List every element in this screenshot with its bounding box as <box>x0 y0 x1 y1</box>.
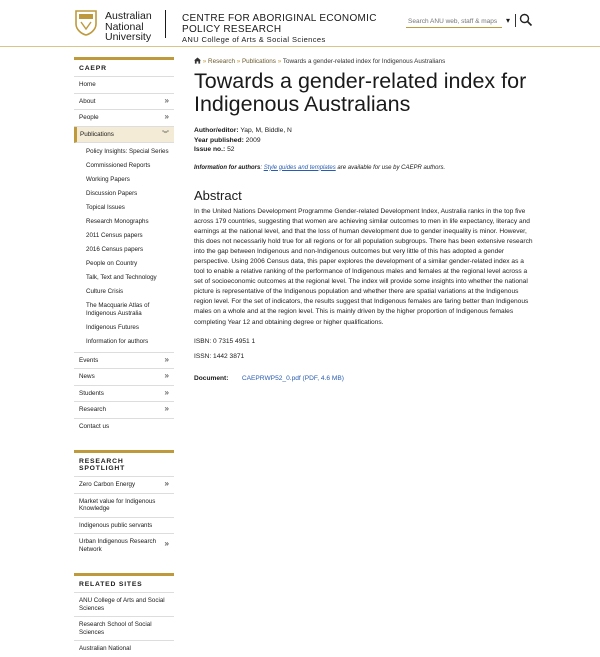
sidebar-item-students[interactable]: Students » <box>74 386 174 403</box>
submenu-item[interactable]: Talk, Text and Technology <box>86 274 157 281</box>
related-item-rsss[interactable]: Research School of Social Sciences <box>74 617 174 641</box>
publications-submenu <box>74 143 174 353</box>
chevron-double-right-icon[interactable]: » <box>164 112 169 121</box>
sidebar-heading: CAEPR <box>74 57 174 77</box>
document-row: Document: CAEPRWP52_0.pdf (PDF, 4.6 MB) <box>194 374 344 382</box>
sidebar-item-people[interactable]: People » <box>74 110 174 127</box>
issn: ISSN: 1442 3871 <box>194 352 245 360</box>
sidebar-item-publications[interactable]: Publications ︾ <box>74 127 174 144</box>
submenu-item[interactable]: People on Country <box>86 260 138 267</box>
spotlight-item-public-servants[interactable]: Indigenous public servants <box>74 518 174 535</box>
submenu-item[interactable]: Indigenous Futures <box>86 323 139 331</box>
sidebar-item-about[interactable]: About » <box>74 94 174 111</box>
submenu-item[interactable]: Policy Insights: Special Series <box>86 148 169 155</box>
document-download-link[interactable]: CAEPRWP52_0.pdf (PDF, 4.6 MB) <box>241 374 344 382</box>
authors-info-note: Information for authors: Style guides and templates are available for use by CAEPR authors. <box>194 164 446 171</box>
isbn: ISBN: 0 7315 4951 1 <box>194 337 256 345</box>
site-subtitle[interactable]: ANU College of Arts & Social Sciences <box>182 35 326 44</box>
header-divider <box>165 10 166 38</box>
submenu-item[interactable]: Commissioned Reports <box>86 162 151 169</box>
sidebar-item-home[interactable]: Home <box>74 77 174 94</box>
author-value: Yap, M, Biddle, N <box>240 127 292 134</box>
chevron-double-right-icon[interactable]: » <box>164 479 169 488</box>
page-title: Towards a gender-related index for Indigenous Australians <box>194 69 527 116</box>
related-item-college[interactable]: ANU College of Arts and Social Sciences <box>74 593 174 617</box>
site-title[interactable]: CENTRE FOR ABORIGINAL ECONOMIC POLICY RESEARCH <box>182 13 377 35</box>
search-icon[interactable] <box>519 13 533 27</box>
related-item-anu[interactable]: Australian National <box>79 645 131 652</box>
home-icon[interactable] <box>194 57 201 64</box>
site-header <box>0 0 600 47</box>
submenu-item[interactable]: Information for authors <box>86 337 149 345</box>
breadcrumb-publications[interactable]: Publications <box>241 58 276 65</box>
chevron-double-right-icon[interactable]: » <box>164 95 169 105</box>
search-divider <box>515 14 516 27</box>
main-content <box>194 57 534 382</box>
abstract-text: In the United Nations Development Programme Gender-related Development Index, Australia ranks in the top five across 179 countries, suggesting that women are achieving similar outcomes to men in life expectancy, literacy and earnings at the national level, and that the loss of human development due to gender inequality is minor. However, this does not necessarily hold true for all regions or for all population subgroups. There has been extensive research into the gap between Indigenous and non-Indigenous outcomes but very little of this has adopted a gender perspective. Using 2006 Census data, this paper explores the development of a similar gender-related index as a tool to enable a relative ranking of the performance of Indigenous males and females at the regional level across a set of socioeconomic outcomes at the regional level. The index will provide some insights into whether the national picture is representative of the Indigenous population and whether there are spatial variations at the Indigenous region level. For the set of indicators, the results suggest that Indigenous females are faring better than Indigenous males on a whole and at the region level. This is mainly driven by the higher proportion of Indigenous females completing Year 12 and obtaining degree or higher qualifications. <box>194 207 533 326</box>
submenu-item[interactable]: 2011 Census papers <box>86 232 143 239</box>
chevron-double-right-icon[interactable]: » <box>164 387 169 397</box>
search-scope-dropdown-icon[interactable]: ▾ <box>506 16 511 25</box>
submenu-item[interactable]: Research Monographs <box>86 218 149 225</box>
university-wordmark[interactable]: Australian National University <box>105 10 152 43</box>
search-input[interactable] <box>406 15 502 28</box>
chevron-double-right-icon[interactable]: » <box>164 539 169 548</box>
spotlight-item-zero-carbon[interactable]: Zero Carbon Energy » <box>74 477 174 494</box>
sidebar-item-research[interactable]: Research » <box>74 402 174 419</box>
anu-crest-icon[interactable] <box>74 10 98 36</box>
chevron-double-right-icon[interactable]: » <box>164 354 169 364</box>
breadcrumb-current: Towards a gender-related index for Indigenous Australians <box>282 58 446 65</box>
abstract-heading: Abstract <box>194 187 242 203</box>
submenu-item[interactable]: Discussion Papers <box>86 190 138 197</box>
issue-value: 52 <box>227 146 235 153</box>
submenu-item[interactable]: The Macquarie Atlas of Indigenous Australia <box>86 302 150 317</box>
related-sites-heading: RELATED SITES <box>74 573 174 593</box>
submenu-item[interactable]: Culture Crisis <box>86 288 124 295</box>
chevron-double-right-icon[interactable]: » <box>164 404 169 413</box>
chevron-double-right-icon[interactable]: » <box>164 371 169 380</box>
submenu-item[interactable]: 2016 Census papers <box>86 246 144 253</box>
sidebar-item-contact[interactable]: Contact us <box>79 422 110 430</box>
breadcrumb-research[interactable]: Research <box>208 58 235 65</box>
sidebar-item-news[interactable]: News » <box>74 369 174 386</box>
submenu-item[interactable]: Topical Issues <box>86 204 125 211</box>
sidebar <box>74 57 174 657</box>
year-value: 2009 <box>245 136 261 144</box>
style-guides-link[interactable]: Style guides and templates <box>263 164 336 171</box>
sidebar-item-events[interactable]: Events » <box>74 353 174 370</box>
spotlight-item-urban-network[interactable]: Urban Indigenous Research Network » <box>79 538 169 553</box>
breadcrumb: » Research » Publications » Towards a gender-related index for Indigenous Australians <box>194 57 534 65</box>
publication-meta: Author/editor: Yap, M, Biddle, N Year published: 2009 Issue no.: 52 <box>194 127 292 153</box>
spotlight-heading: RESEARCH SPOTLIGHT <box>74 450 174 477</box>
chevron-double-down-icon[interactable]: ︾ <box>162 130 169 138</box>
spotlight-item-market-value[interactable]: Market value for Indigenous Knowledge <box>74 494 174 518</box>
submenu-item[interactable]: Working Papers <box>86 176 130 183</box>
